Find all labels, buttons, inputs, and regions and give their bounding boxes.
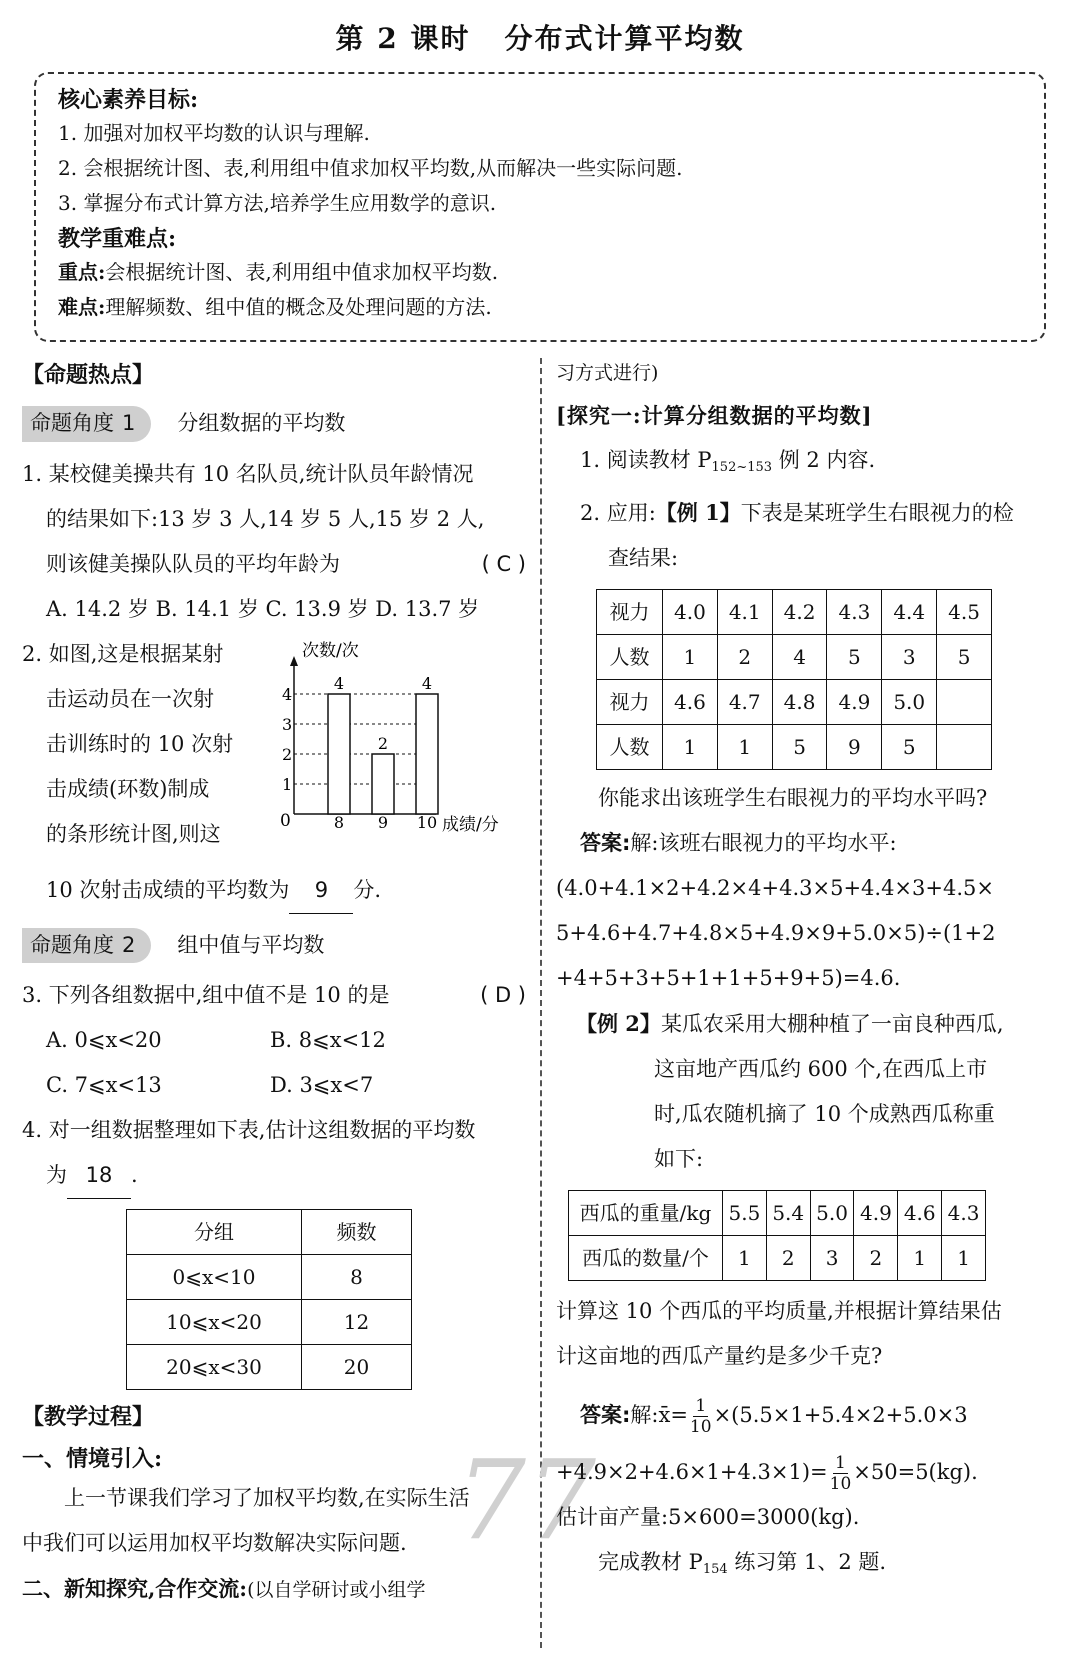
bar-chart — [262, 636, 512, 846]
y-tick-label: 2 — [282, 744, 293, 764]
x-tick-label: 9 — [377, 812, 389, 832]
bar-9 — [372, 754, 394, 814]
x-tick-label: 10 — [416, 812, 438, 832]
table-row: 0⩽x<10 8 — [127, 1255, 412, 1300]
fraction: $\frac{1}{10}$ — [829, 1452, 852, 1494]
vision-table — [596, 589, 992, 770]
angle-name: 组中值与平均数 — [177, 932, 325, 957]
q1-options: A. 14.2 岁 B. 14.1 岁 C. 13.9 岁 D. 13.7 岁 — [46, 596, 480, 621]
answer-d: ( D ) — [480, 983, 526, 1007]
table-row: 人数 1 2 4 5 3 5 — [597, 634, 992, 679]
answer-18: 18 — [67, 1153, 131, 1199]
page-number: 77 — [456, 1436, 596, 1564]
difficulty-heading: 教学重难点: — [58, 226, 177, 252]
key-label: 重点: — [58, 260, 106, 284]
lesson-name: 分布式计算平均数 — [504, 22, 745, 55]
angle-name: 分组数据的平均数 — [177, 411, 346, 435]
question-4: 4. 对一组数据整理如下表,估计这组数据的平均数 为 18 . 分组 频数 0⩽x<10 8 10⩽x<20 12 20⩽x<30 20 — [22, 1108, 526, 1390]
fraction: $\frac{1}{10}$ — [689, 1395, 712, 1437]
frequency-table: 分组 频数 0⩽x<10 8 10⩽x<20 12 20⩽x<30 20 — [126, 1209, 412, 1390]
process-heading: 【教学过程】 — [22, 1404, 155, 1430]
key-text: 会根据统计图、表,利用组中值求加权平均数. — [105, 260, 499, 284]
table-row: 西瓜的重量/kg 5.5 5.4 5.0 4.9 4.6 4.3 — [569, 1190, 986, 1235]
origin-label: 0 — [280, 810, 291, 831]
table-row: 人数 1 1 5 9 5 — [597, 724, 992, 769]
answer-c: ( C ) — [481, 551, 526, 576]
table-row: 西瓜的数量/个 1 2 3 2 1 1 — [569, 1235, 986, 1280]
y-axis-label: 次数/次 — [302, 640, 359, 661]
x-tick-label: 8 — [333, 812, 345, 832]
table-row: 视力 4.0 4.1 4.2 4.3 4.4 4.5 — [597, 589, 992, 634]
angle-tag: 命题角度 1 — [22, 406, 151, 442]
diff-label: 难点: — [58, 295, 106, 319]
table-row: 视力 4.6 4.7 4.8 4.9 5.0 — [597, 679, 992, 724]
bar-value-label: 2 — [377, 733, 389, 753]
bar-8 — [328, 694, 350, 814]
angle-1 — [22, 406, 526, 442]
y-tick-label: 1 — [282, 774, 293, 794]
y-tick-label: 3 — [282, 714, 293, 734]
lesson-title — [0, 18, 1080, 60]
goal-item: 1. 加强对加权平均数的认识与理解. — [58, 121, 370, 145]
lesson-number: 第 2 课时 — [335, 22, 471, 55]
y-axis-arrow — [290, 656, 298, 666]
x-axis-label: 成绩/分 — [442, 814, 499, 835]
section-1-heading: 一、情境引入: — [22, 1446, 163, 1472]
q2-answer-line: 10 次射击成绩的平均数为 9 分. — [22, 868, 526, 914]
key-point — [58, 255, 1022, 290]
goals-heading: 核心素养目标: — [58, 87, 199, 113]
angle-2 — [22, 928, 526, 964]
section-2-heading: 二、新知探究,合作交流: — [22, 1576, 248, 1601]
bar-value-label: 4 — [333, 673, 345, 693]
melon-table — [568, 1190, 986, 1281]
diff-text: 理解频数、组中值的概念及处理问题的方法. — [105, 295, 492, 319]
bar-value-label: 4 — [421, 673, 433, 693]
question-3: 3. 下列各组数据中,组中值不是 10 的是 ( D ) A. 0⩽x<20 B. 8⩽x<12 C. 7⩽x<13 D. 3⩽x<7 — [22, 973, 526, 1108]
right-column: 习方式进行) [探究一:计算分组数据的平均数] 1. 阅读教材 P152~153 例 2 内容. 2. 应用:【例 1】下表是某班学生右眼视力的检 查结果: 视力 4.0 4.1 4.2 4.3 4.4 4.5 人数 1 2 4 5 3 5 视力 4.6 4.7 4.8 4.9 5.0 人数 1 1 5 9 5 你能求出该班学生右眼视力的平均水平吗? 答案:解:该班右眼视力的平均水平: (4.0+4.1×2+4.2×4+4.3×5+4.4×3+4.5× 5+4.6+4.7+4.8×5+4.9×9+5.0×5)÷(1+2 +4+5+3+5+1+1+5+9+5)=4.6. 【例 2】某瓜农采用大棚种植了一亩良种西瓜, 这亩地产西瓜约 600 个,在西瓜上市 时,瓜农随机摘了 10 个成熟西瓜称重 如下: 西瓜的重量/kg 5.5 5.4 5.0 4.9 4.6 4.3 西瓜的数量/个 1 2 3 2 1 1 计算这 10 个西瓜的平均质量,并根据计算结果估 计这亩地的西瓜产量约是多少千克? 答案:解:x̄= $\frac{1}{10}$ ×(5.5×1+5.4×2+5.0×3 +4.9×2+4.6×1+4.3×1)= $\frac{1}{10}$ ×50=5(kg). 估计亩产量:5×600=3000(kg). 完成教材 P154 练习第 1、2 题. — [556, 358, 1062, 1592]
goal-item: 2. 会根据统计图、表,利用组中值求加权平均数,从而解决一些实际问题. — [58, 156, 683, 180]
angle-tag: 命题角度 2 — [22, 928, 151, 964]
table-row: 20⩽x<30 20 — [127, 1345, 412, 1390]
table-row: 10⩽x<20 12 — [127, 1300, 412, 1345]
difficult-point — [58, 290, 1022, 325]
question-2: 2. 如图,这是根据某射 击运动员在一次射 击训练时的 10 次射 击成绩(环数)制成 的条形统计图,则这 次数/次 成绩/分 0 1 2 3 4 4 8 2 9 4 10 — [22, 632, 526, 868]
left-column: 【命题热点】 命题角度 1 分组数据的平均数 1. 某校健美操共有 10 名队员,统计队员年龄情况 的结果如下:13 岁 3 人,14 岁 5 人,15 岁 2 人, 则该健美操队队员的平均年龄为 ( C ) A. 14.2 岁 B. 14.1 岁 C. 13.9 岁 D. 13.7 岁 2. 如图,这是根据某射 击运动员在一次射 击训练时的 10 次射 击成绩(环数)制成 的条形统计图,则这 次数/次 成绩/分 0 1 2 3 4 4 8 2 9 4 10 10 次射击成绩的平均数为 9 分. 命题角度 2 组中值与平均数 3. 下列各组数据中,组中值不是 10 的是 ( D ) A. 0⩽x<20 B. 8⩽x<12 C. 7⩽x<13 D. 3⩽x<7 4. 对一组数据整理如下表,估计这组数据的平均数 为 18 . 分组 频数 0⩽x<10 8 10⩽x<20 12 20⩽x<30 20 【教学过程】 一、情境引入: 上一节课我们学习了加权平均数,在实际生活 中我们可以运用加权平均数解决实际问题. 二、新知探究,合作交流:(以自学研讨或小组学 — [22, 358, 526, 1613]
goals-box — [34, 72, 1046, 342]
bar-10 — [416, 694, 438, 814]
answer-9: 9 — [289, 868, 353, 914]
question-1: 1. 某校健美操共有 10 名队员,统计队员年龄情况 的结果如下:13 岁 3 人,14 岁 5 人,15 岁 2 人, 则该健美操队队员的平均年龄为 ( C ) A. 14.2 岁 B. 14.1 岁 C. 13.9 岁 D. 13.7 岁 — [22, 452, 526, 632]
goal-item: 3. 掌握分布式计算方法,培养学生应用数学的意识. — [58, 191, 497, 215]
y-tick-label: 4 — [282, 684, 293, 704]
hot-topic-heading: 【命题热点】 — [22, 362, 155, 388]
explore-heading: [探究一:计算分组数据的平均数] — [556, 403, 873, 428]
